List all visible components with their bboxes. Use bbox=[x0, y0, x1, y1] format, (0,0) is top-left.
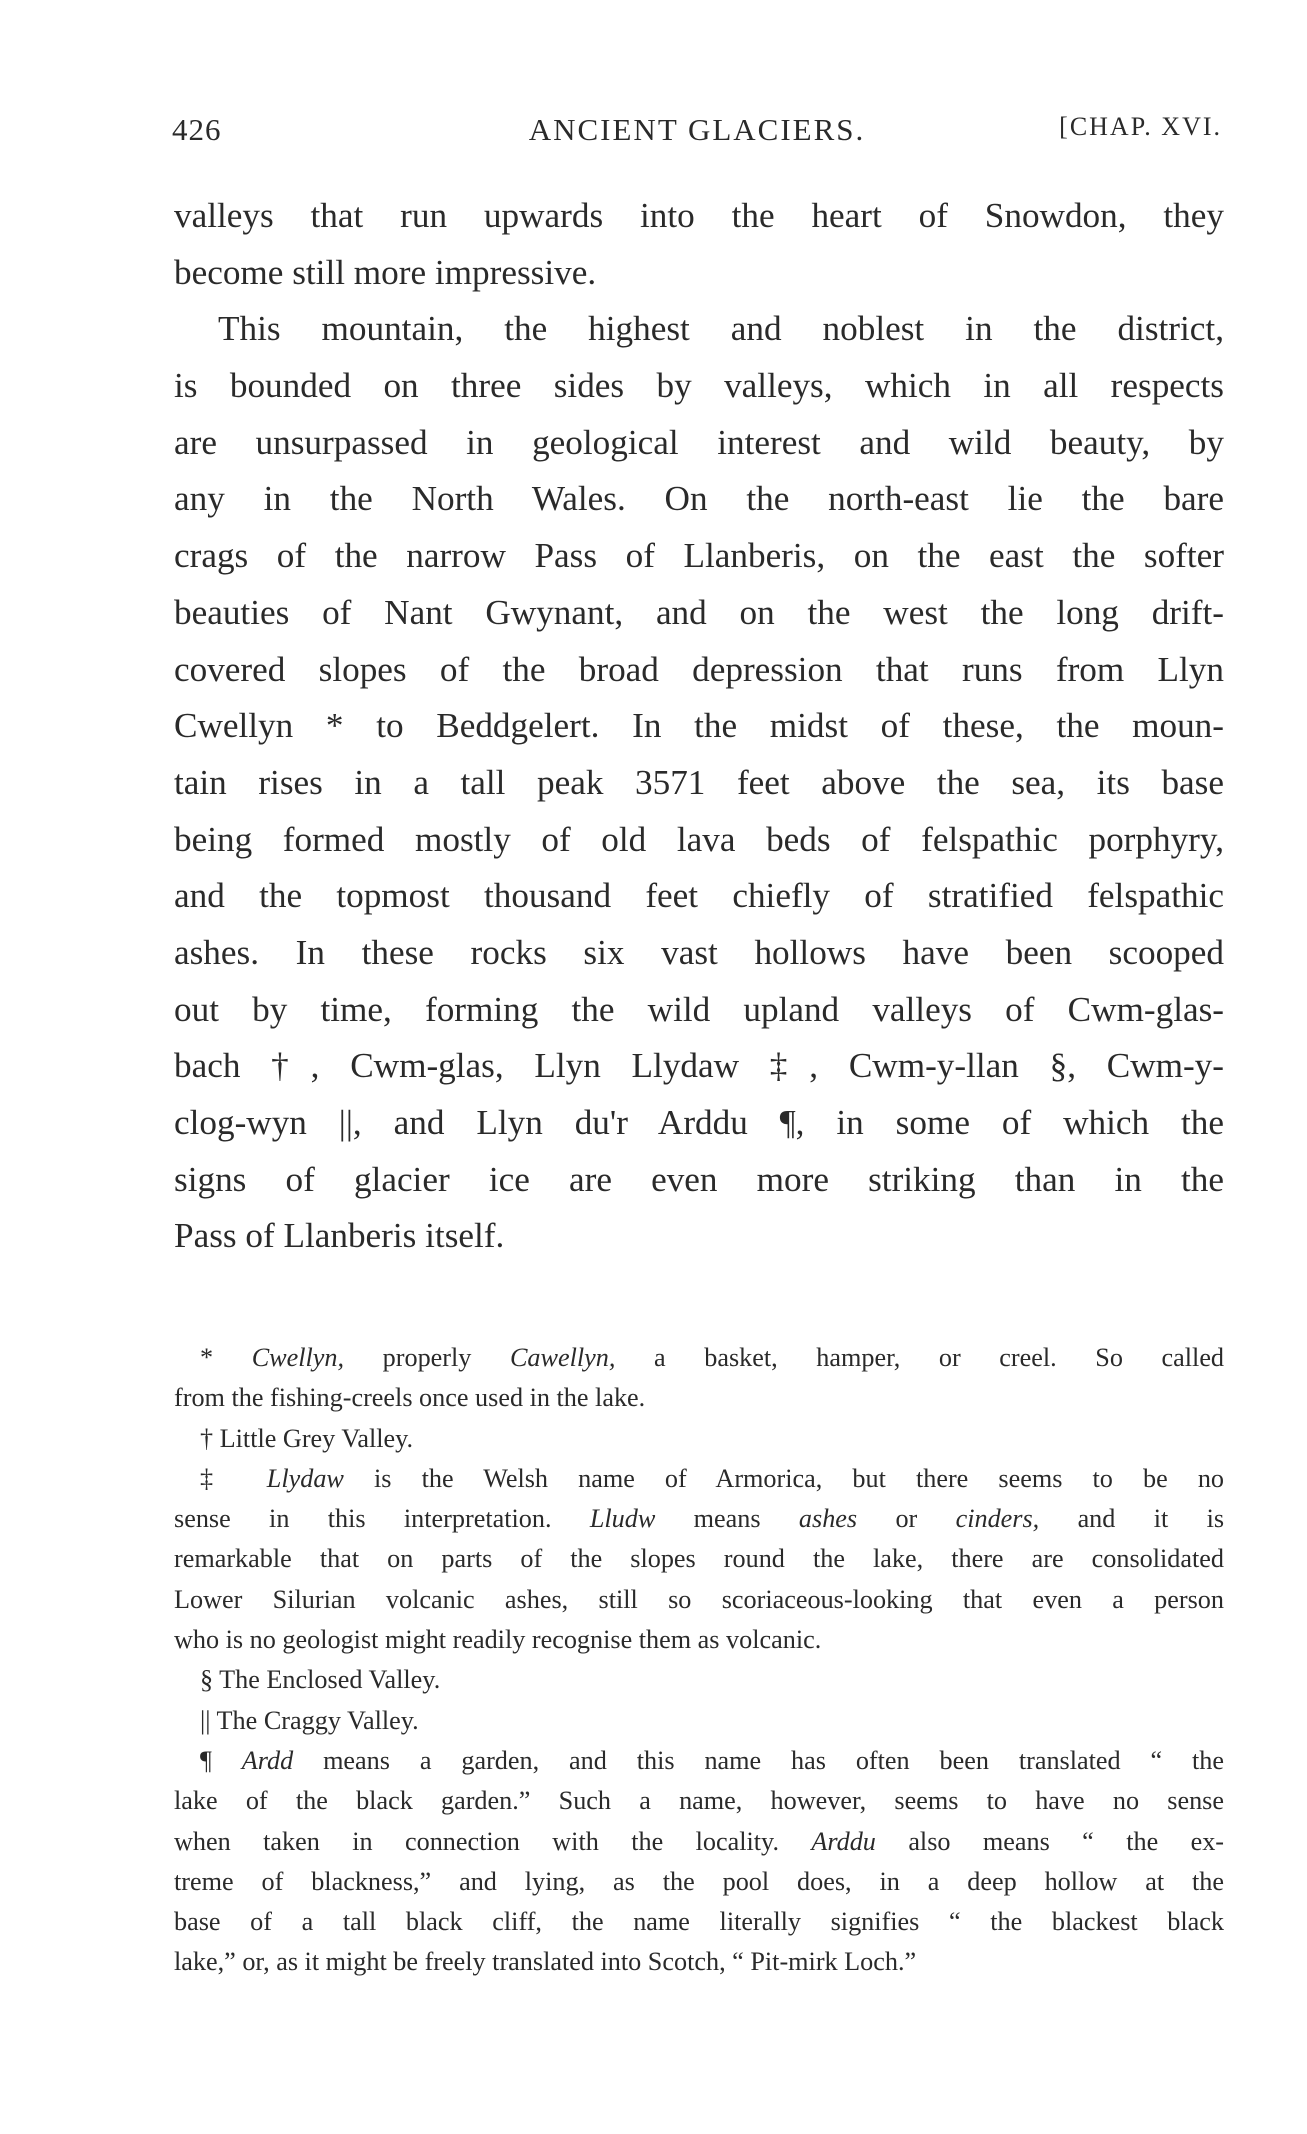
body-line: any in the North Wales. On the north-east lie the bare bbox=[174, 479, 1224, 519]
footnote-line: Lower Silurian volcanic ashes, still so scoriaceous-looking that even a person bbox=[174, 1584, 1224, 1614]
body-line: tain rises in a tall peak 3571 feet above the sea, its base bbox=[174, 762, 1224, 802]
body-line: valleys that run upwards into the heart of Snowdon, they bbox=[174, 196, 1224, 235]
body-line: and the topmost thousand feet chiefly of stratified felspathic bbox=[174, 876, 1224, 916]
body-line: signs of glacier ice are even more striking than in the bbox=[174, 1159, 1224, 1199]
footnote-line: base of a tall black cliff, the name literally signifies “ the blackest black bbox=[174, 1907, 1224, 1937]
body-line: bach †, Cwm-glas, Llyn Llydaw ‡, Cwm-y-llan §, Cwm-y- bbox=[174, 1046, 1224, 1086]
footnote-cwellyn: * Cwellyn, properly Cawellyn, a basket, hamper, or creel. So called bbox=[200, 1343, 1225, 1372]
footnote-llydaw: ‡ Llydaw is the Welsh name of Armorica, but there seems to be no bbox=[200, 1463, 1225, 1493]
body-line: are unsurpassed in geological interest and wild beauty, by bbox=[174, 422, 1224, 462]
body-line: crags of the narrow Pass of Llanberis, on the east the softer bbox=[174, 536, 1224, 576]
footnote-ardd: ¶ Ardd means a garden, and this name has often been translated “ the bbox=[200, 1745, 1225, 1775]
body-line: is bounded on three sides by valleys, which in all respects bbox=[174, 366, 1224, 406]
chapter-label: [CHAP. XVI. bbox=[1059, 112, 1222, 141]
body-line: covered slopes of the broad depression that runs from Llyn bbox=[174, 649, 1224, 689]
footnote-line: lake of the black garden.” Such a name, however, seems to have no sense bbox=[174, 1786, 1224, 1816]
body-line: Pass of Llanberis itself. bbox=[174, 1216, 505, 1256]
footnote-craggy-valley: || The Craggy Valley. bbox=[200, 1705, 419, 1735]
body-text bbox=[174, 188, 1224, 1265]
body-line: Cwellyn * to Beddgelert. In the midst of these, the moun- bbox=[174, 706, 1224, 746]
footnote-enclosed-valley: § The Enclosed Valley. bbox=[200, 1665, 441, 1695]
footnote-line: from the fishing-creels once used in the lake. bbox=[174, 1383, 646, 1413]
footnote-line: lake,” or, as it might be freely translated into Scotch, “ Pit-mirk Loch.” bbox=[174, 1947, 917, 1977]
page-number: 426 bbox=[172, 112, 222, 147]
body-line: become still more impressive. bbox=[174, 252, 597, 292]
body-line: out by time, forming the wild upland valleys of Cwm-glas- bbox=[174, 989, 1224, 1029]
running-head bbox=[172, 112, 1222, 152]
footnote-line: remarkable that on parts of the slopes round the lake, there are consolidated bbox=[174, 1544, 1224, 1574]
footnote-line: who is no geologist might readily recognise them as volcanic. bbox=[174, 1625, 822, 1655]
footnote-line: treme of blackness,” and lying, as the pool does, in a deep hollow at the bbox=[174, 1866, 1224, 1896]
footnotes bbox=[174, 1338, 1224, 1983]
body-line: being formed mostly of old lava beds of felspathic porphyry, bbox=[174, 819, 1224, 859]
running-title: ANCIENT GLACIERS. bbox=[528, 112, 866, 147]
body-line: ashes. In these rocks six vast hollows have been scooped bbox=[174, 932, 1224, 972]
body-line: beauties of Nant Gwynant, and on the west the long drift- bbox=[174, 592, 1224, 632]
footnote-little-grey-valley: † Little Grey Valley. bbox=[200, 1423, 414, 1453]
footnote-line: when taken in connection with the locality. Arddu also means “ the ex- bbox=[174, 1826, 1225, 1856]
body-line: clog-wyn ||, and Llyn du'r Arddu ¶, in some of which the bbox=[174, 1103, 1224, 1142]
body-line: This mountain, the highest and noblest in the district, bbox=[218, 309, 1224, 349]
footnote-line: sense in this interpretation. Lludw means ashes or cinders, and it is bbox=[174, 1504, 1225, 1534]
